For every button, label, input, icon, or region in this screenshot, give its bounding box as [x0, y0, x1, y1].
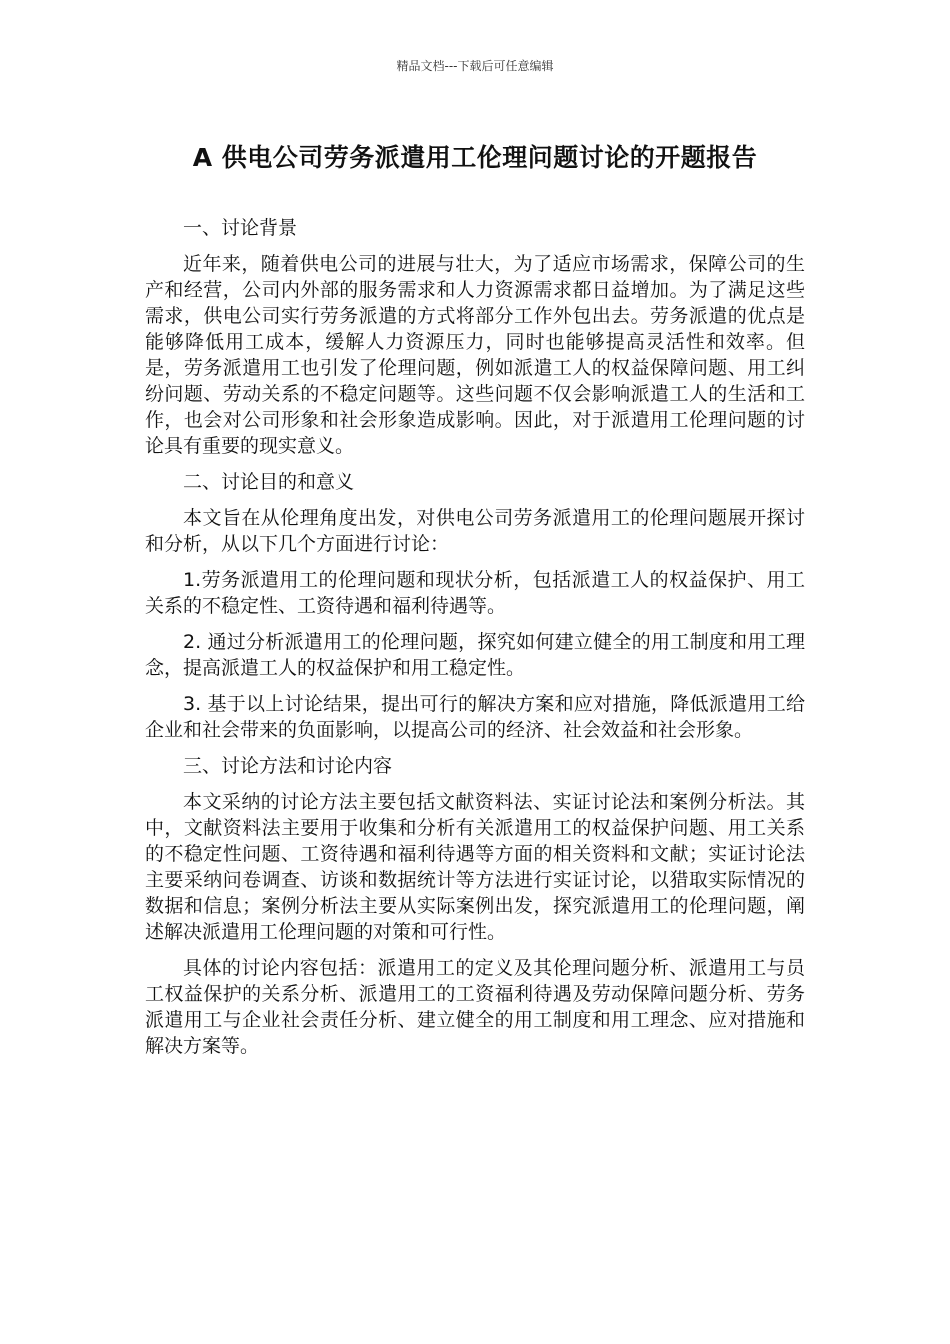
- document-title: A 供电公司劳务派遣用工伦理问题讨论的开题报告: [192, 143, 758, 172]
- page-header-watermark: 精品文档---下载后可任意编辑: [396, 59, 554, 73]
- paragraph-purpose-intro: 本文旨在从伦理角度出发，对供电公司劳务派遣用工的伦理问题展开探讨和分析，从以下几个方面进行讨论：: [145, 507, 805, 555]
- list-item-3: 3. 基于以上讨论结果，提出可行的解决方案和应对措施，降低派遣用工给企业和社会带来的负面影响，以提高公司的经济、社会效益和社会形象。: [145, 693, 805, 741]
- paragraph-methods: 本文采纳的讨论方法主要包括文献资料法、实证讨论法和案例分析法。其中，文献资料法主要用于收集和分析有关派遣用工的权益保护问题、用工关系的不稳定性问题、工资待遇和福利待遇等方面的相关资料和文献；实证讨论法主要采纳问卷调查、访谈和数据统计等方法进行实证讨论，以猎取实际情况的数据和信息；案例分析法主要从实际案例出发，探究派遣用工的伦理问题，阐述解决派遣用工伦理问题的对策和可行性。: [145, 791, 805, 943]
- list-item-1: 1.劳务派遣用工的伦理问题和现状分析，包括派遣工人的权益保护、用工关系的不稳定性、工资待遇和福利待遇等。: [145, 569, 805, 617]
- section-heading-background: 一、讨论背景: [183, 217, 298, 239]
- list-item-2: 2. 通过分析派遣用工的伦理问题，探究如何建立健全的用工制度和用工理念，提高派遣工人的权益保护和用工稳定性。: [145, 631, 805, 679]
- section-heading-purpose: 二、讨论目的和意义: [183, 471, 355, 493]
- paragraph-content: 具体的讨论内容包括：派遣用工的定义及其伦理问题分析、派遣用工与员工权益保护的关系分析、派遣用工的工资福利待遇及劳动保障问题分析、劳务派遣用工与企业社会责任分析、建立健全的用工制度和用工理念、应对措施和解决方案等。: [145, 957, 805, 1057]
- document-body: [145, 215, 805, 1069]
- section-heading-methods: 三、讨论方法和讨论内容: [183, 755, 393, 777]
- paragraph-background: 近年来，随着供电公司的进展与壮大，为了适应市场需求，保障公司的生产和经营，公司内外部的服务需求和人力资源需求都日益增加。为了满足这些需求，供电公司实行劳务派遣的方式将部分工作外包出去。劳务派遣的优点是能够降低用工成本，缓解人力资源压力，同时也能够提高灵活性和效率。但是，劳务派遣用工也引发了伦理问题，例如派遣工人的权益保障问题、用工纠纷问题、劳动关系的不稳定问题等。这些问题不仅会影响派遣工人的生活和工作，也会对公司形象和社会形象造成影响。因此，对于派遣用工伦理问题的讨论具有重要的现实意义。: [145, 253, 805, 457]
